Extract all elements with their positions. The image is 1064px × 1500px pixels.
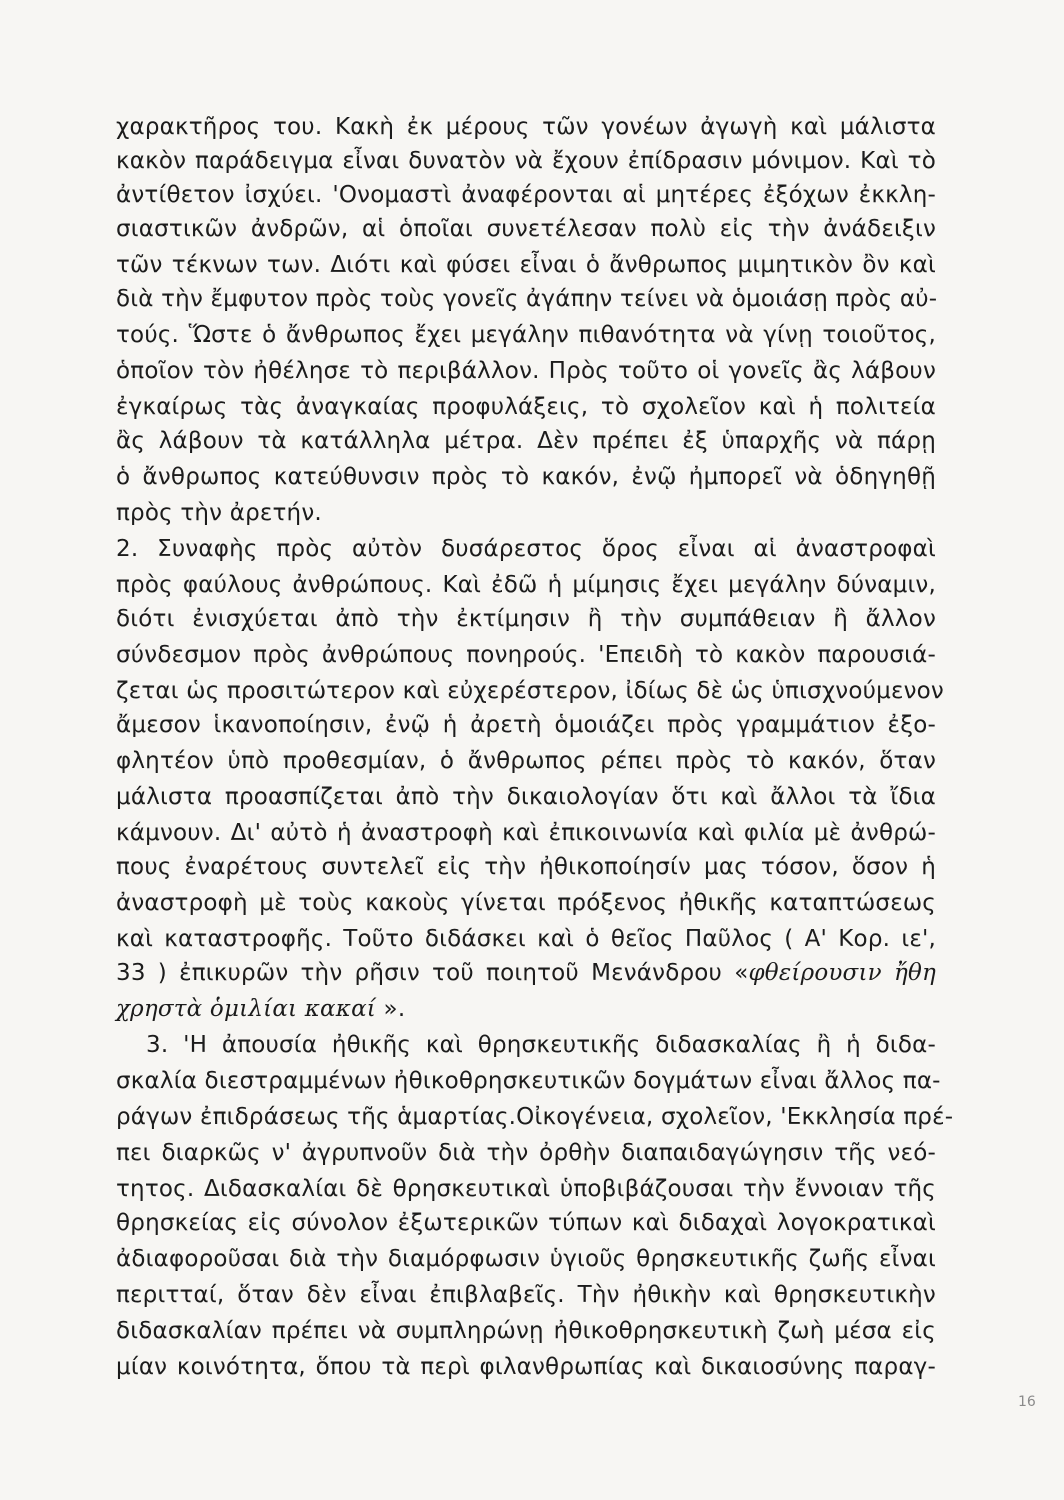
- text-line: διδασκαλίαν πρέπει νὰ συμπληρώνῃ ἠθικοθρησκευτικὴ ζωὴ μέσα εἰς: [116, 1318, 936, 1344]
- text-line: σιαστικῶν ἀνδρῶν, αἱ ὁποῖαι συνετέλεσαν πολὺ εἰς τὴν ἀνάδειξιν: [116, 216, 936, 242]
- text-line: τητος. Διδασκαλίαι δὲ θρησκευτικαὶ ὑποβιβάζουσαι τὴν ἔννοιαν τῆς: [116, 1176, 936, 1202]
- quote-end: ».: [376, 996, 406, 1022]
- text-line: θρησκείας εἰς σύνολον ἐξωτερικῶν τύπων καὶ διδαχαὶ λογοκρατικαὶ: [116, 1210, 936, 1236]
- text-line: διότι ἐνισχύεται ἀπὸ τὴν ἐκτίμησιν ἢ τὴν συμπάθειαν ἢ ἄλλον: [116, 606, 936, 632]
- text-line: σκαλία διεστραμμένων ἠθικοθρησκευτικῶν δογμάτων εἶναι ἄλλος πα-: [116, 1068, 941, 1094]
- text-line: ζεται ὡς προσιτώτερον καὶ εὐχερέστερον, ἰδίως δὲ ὡς ὑπισχνούμενον: [116, 678, 944, 704]
- text-line: ἀντίθετον ἰσχύει. 'Ονομαστὶ ἀναφέρονται αἱ μητέρες ἐξόχων ἐκκλη-: [116, 182, 936, 208]
- text-line: τούς. Ὥστε ὁ ἄνθρωπος ἔχει μεγάλην πιθανότητα νὰ γίνῃ τοιοῦτος,: [116, 322, 936, 348]
- quote-text-part1: φθείρουσιν ἤθη: [748, 960, 936, 986]
- text-line: ἄμεσον ἱκανοποίησιν, ἐνῷ ἡ ἀρετὴ ὁμοιάζει πρὸς γραμμάτιον ἐξο-: [116, 712, 936, 738]
- text-line: κακὸν παράδειγμα εἶναι δυνατὸν νὰ ἔχουν ἐπίδρασιν μόνιμον. Καὶ τὸ: [116, 148, 936, 174]
- quote-intro: 33 ) ἐπικυρῶν τὴν ρῆσιν τοῦ ποιητοῦ Μενάνδρου «: [116, 960, 749, 986]
- text-line: πρὸς τὴν ἀρετήν.: [116, 500, 322, 526]
- text-line: ράγων ἐπιδράσεως τῆς ἁμαρτίας.Οἰκογένεια, σχολεῖον, 'Εκκλησία πρέ-: [116, 1104, 954, 1130]
- quote-text-part2: χρηστὰ ὁμιλίαι κακαί: [116, 996, 377, 1022]
- text-line: πει διαρκῶς ν' ἀγρυπνοῦν διὰ τὴν ὀρθὴν διαπαιδαγώγησιν τῆς νεό-: [116, 1140, 936, 1166]
- text-line: πρὸς φαύλους ἀνθρώπους. Καὶ ἐδῶ ἡ μίμησις ἔχει μεγάλην δύναμιν,: [116, 572, 936, 598]
- text-line: ὁ ἄνθρωπος κατεύθυνσιν πρὸς τὸ κακόν, ἐνῷ ἠμπορεῖ νὰ ὁδηγηθῇ: [116, 464, 936, 490]
- paragraph-2-start: 2. Συναφὴς πρὸς αὐτὸν δυσάρεστος ὅρος εἶναι αἱ ἀναστροφαὶ: [116, 536, 936, 562]
- text-line: κάμνουν. Δι' αὐτὸ ἡ ἀναστροφὴ καὶ ἐπικοινωνία καὶ φιλία μὲ ἀνθρώ-: [116, 820, 936, 846]
- text-line: τῶν τέκνων των. Διότι καὶ φύσει εἶναι ὁ ἄνθρωπος μιμητικὸν ὂν καὶ: [116, 252, 936, 278]
- quote-line-continued: [116, 994, 936, 1024]
- text-line: πους ἐναρέτους συντελεῖ εἰς τὴν ἠθικοποίησίν μας τόσον, ὅσον ἡ: [116, 854, 936, 880]
- paragraph-3-start: 3. 'Η ἀπουσία ἠθικῆς καὶ θρησκευτικῆς διδασκαλίας ἢ ἡ διδα-: [146, 1032, 936, 1058]
- text-line: ἀναστροφὴ μὲ τοὺς κακοὺς γίνεται πρόξενος ἠθικῆς καταπτώσεως: [116, 890, 936, 916]
- page-number: 16: [1018, 1394, 1036, 1410]
- text-line: διὰ τὴν ἔμφυτον πρὸς τοὺς γονεῖς ἀγάπην τείνει νὰ ὁμοιάσῃ πρὸς αὐ-: [116, 286, 938, 312]
- quote-line: [116, 958, 936, 988]
- text-line: μίαν κοινότητα, ὅπου τὰ περὶ φιλανθρωπίας καὶ δικαιοσύνης παραγ-: [116, 1354, 936, 1380]
- text-line: καὶ καταστροφῆς. Τοῦτο διδάσκει καὶ ὁ θεῖος Παῦλος ( Α' Κορ. ιε',: [116, 926, 936, 952]
- text-line: ἂς λάβουν τὰ κατάλληλα μέτρα. Δὲν πρέπει ἐξ ὑπαρχῆς νὰ πάρῃ: [116, 428, 936, 454]
- text-line: ἀδιαφοροῦσαι διὰ τὴν διαμόρφωσιν ὑγιοῦς θρησκευτικῆς ζωῆς εἶναι: [116, 1246, 936, 1272]
- text-line: χαρακτῆρος του. Κακὴ ἐκ μέρους τῶν γονέων ἀγωγὴ καὶ μάλιστα: [116, 114, 936, 140]
- text-line: φλητέον ὑπὸ προθεσμίαν, ὁ ἄνθρωπος ρέπει πρὸς τὸ κακόν, ὅταν: [116, 748, 936, 774]
- text-line: ὁποῖον τὸν ἠθέλησε τὸ περιβάλλον. Πρὸς τοῦτο οἱ γονεῖς ἂς λάβουν: [116, 358, 936, 384]
- text-line: μάλιστα προασπίζεται ἀπὸ τὴν δικαιολογίαν ὅτι καὶ ἄλλοι τὰ ἴδια: [116, 784, 936, 810]
- text-line: περιτταί, ὅταν δὲν εἶναι ἐπιβλαβεῖς. Τὴν ἠθικὴν καὶ θρησκευτικὴν: [116, 1282, 936, 1308]
- text-line: σύνδεσμον πρὸς ἀνθρώπους πονηρούς. 'Επειδὴ τὸ κακὸν παρουσιά-: [116, 642, 936, 668]
- text-line: ἐγκαίρως τὰς ἀναγκαίας προφυλάξεις, τὸ σχολεῖον καὶ ἡ πολιτεία: [116, 394, 936, 420]
